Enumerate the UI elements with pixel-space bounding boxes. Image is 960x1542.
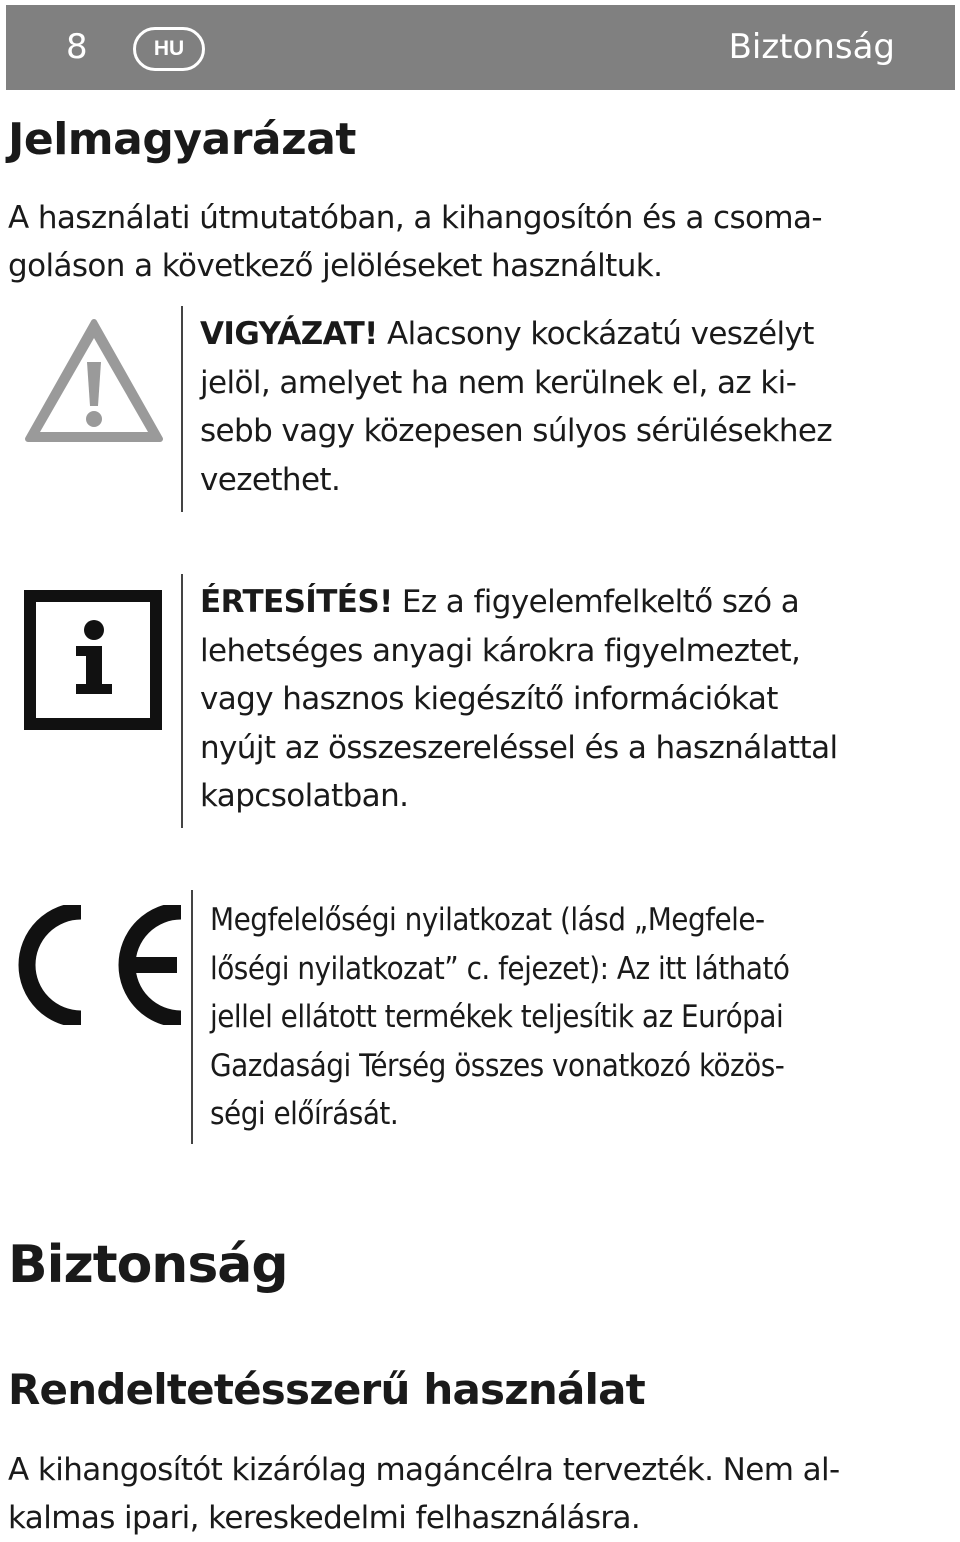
intended-use-text bbox=[8, 1446, 948, 1542]
warning-line: jelöl, amelyet ha nem kerülnek el, az ki- bbox=[200, 364, 797, 401]
safety-title: Biztonság bbox=[8, 1235, 288, 1295]
intended-use-line: A kihangosítót kizárólag magáncélra tervezték. Nem al- bbox=[8, 1452, 840, 1488]
language-badge: HU bbox=[133, 27, 205, 71]
warning-line: vezethet. bbox=[200, 461, 341, 498]
ce-line: lőségi nyilatkozat” c. fejezet): Az itt látható bbox=[210, 950, 790, 987]
ce-line: ségi előírását. bbox=[210, 1096, 399, 1132]
intended-use-heading: Rendeltetésszerű használat bbox=[8, 1365, 645, 1414]
notice-line: nyújt az összeszereléssel és a használattal bbox=[200, 729, 838, 766]
ce-line: Gazdasági Térség összes vonatkozó közös- bbox=[210, 1047, 785, 1084]
ce-text bbox=[210, 896, 950, 1139]
ce-line: jellel ellátott termékek teljesítik az Európai bbox=[210, 999, 784, 1035]
page-number: 8 bbox=[66, 27, 88, 67]
legend-title: Jelmagyarázat bbox=[8, 114, 356, 165]
legend-intro bbox=[8, 194, 948, 290]
warning-triangle-icon bbox=[24, 318, 164, 444]
notice-line: lehetséges anyagi károkra figyelmeztet, bbox=[200, 632, 801, 669]
warning-line: Alacsony kockázatú veszélyt bbox=[377, 316, 814, 352]
notice-divider bbox=[181, 574, 183, 828]
notice-line: Ez a figyelemfelkeltő szó a bbox=[392, 584, 800, 620]
page-header bbox=[6, 5, 955, 90]
ce-line: Megfelelőségi nyilatkozat (lásd „Megfele- bbox=[210, 902, 765, 938]
legend-intro-line: A használati útmutatóban, a kihangosítón és a csoma- bbox=[8, 200, 822, 236]
warning-line: sebb vagy közepesen súlyos sérülésekhez bbox=[200, 413, 833, 449]
intended-use-line: kalmas ipari, kereskedelmi felhasználásra. bbox=[8, 1500, 641, 1536]
warning-text bbox=[200, 310, 950, 504]
header-section-title: Biztonság bbox=[728, 27, 895, 67]
legend-intro-line: goláson a következő jelöléseket használtuk. bbox=[8, 248, 663, 284]
notice-line: kapcsolatban. bbox=[200, 778, 409, 814]
warning-divider bbox=[181, 306, 183, 512]
notice-text bbox=[200, 578, 950, 821]
ce-divider bbox=[191, 890, 193, 1144]
warning-label: VIGYÁZAT! bbox=[200, 316, 378, 352]
notice-label: ÉRTESÍTÉS! bbox=[200, 584, 393, 620]
info-icon bbox=[24, 590, 162, 730]
ce-mark-icon bbox=[15, 905, 185, 1025]
notice-line: vagy hasznos kiegészítő információkat bbox=[200, 681, 778, 717]
